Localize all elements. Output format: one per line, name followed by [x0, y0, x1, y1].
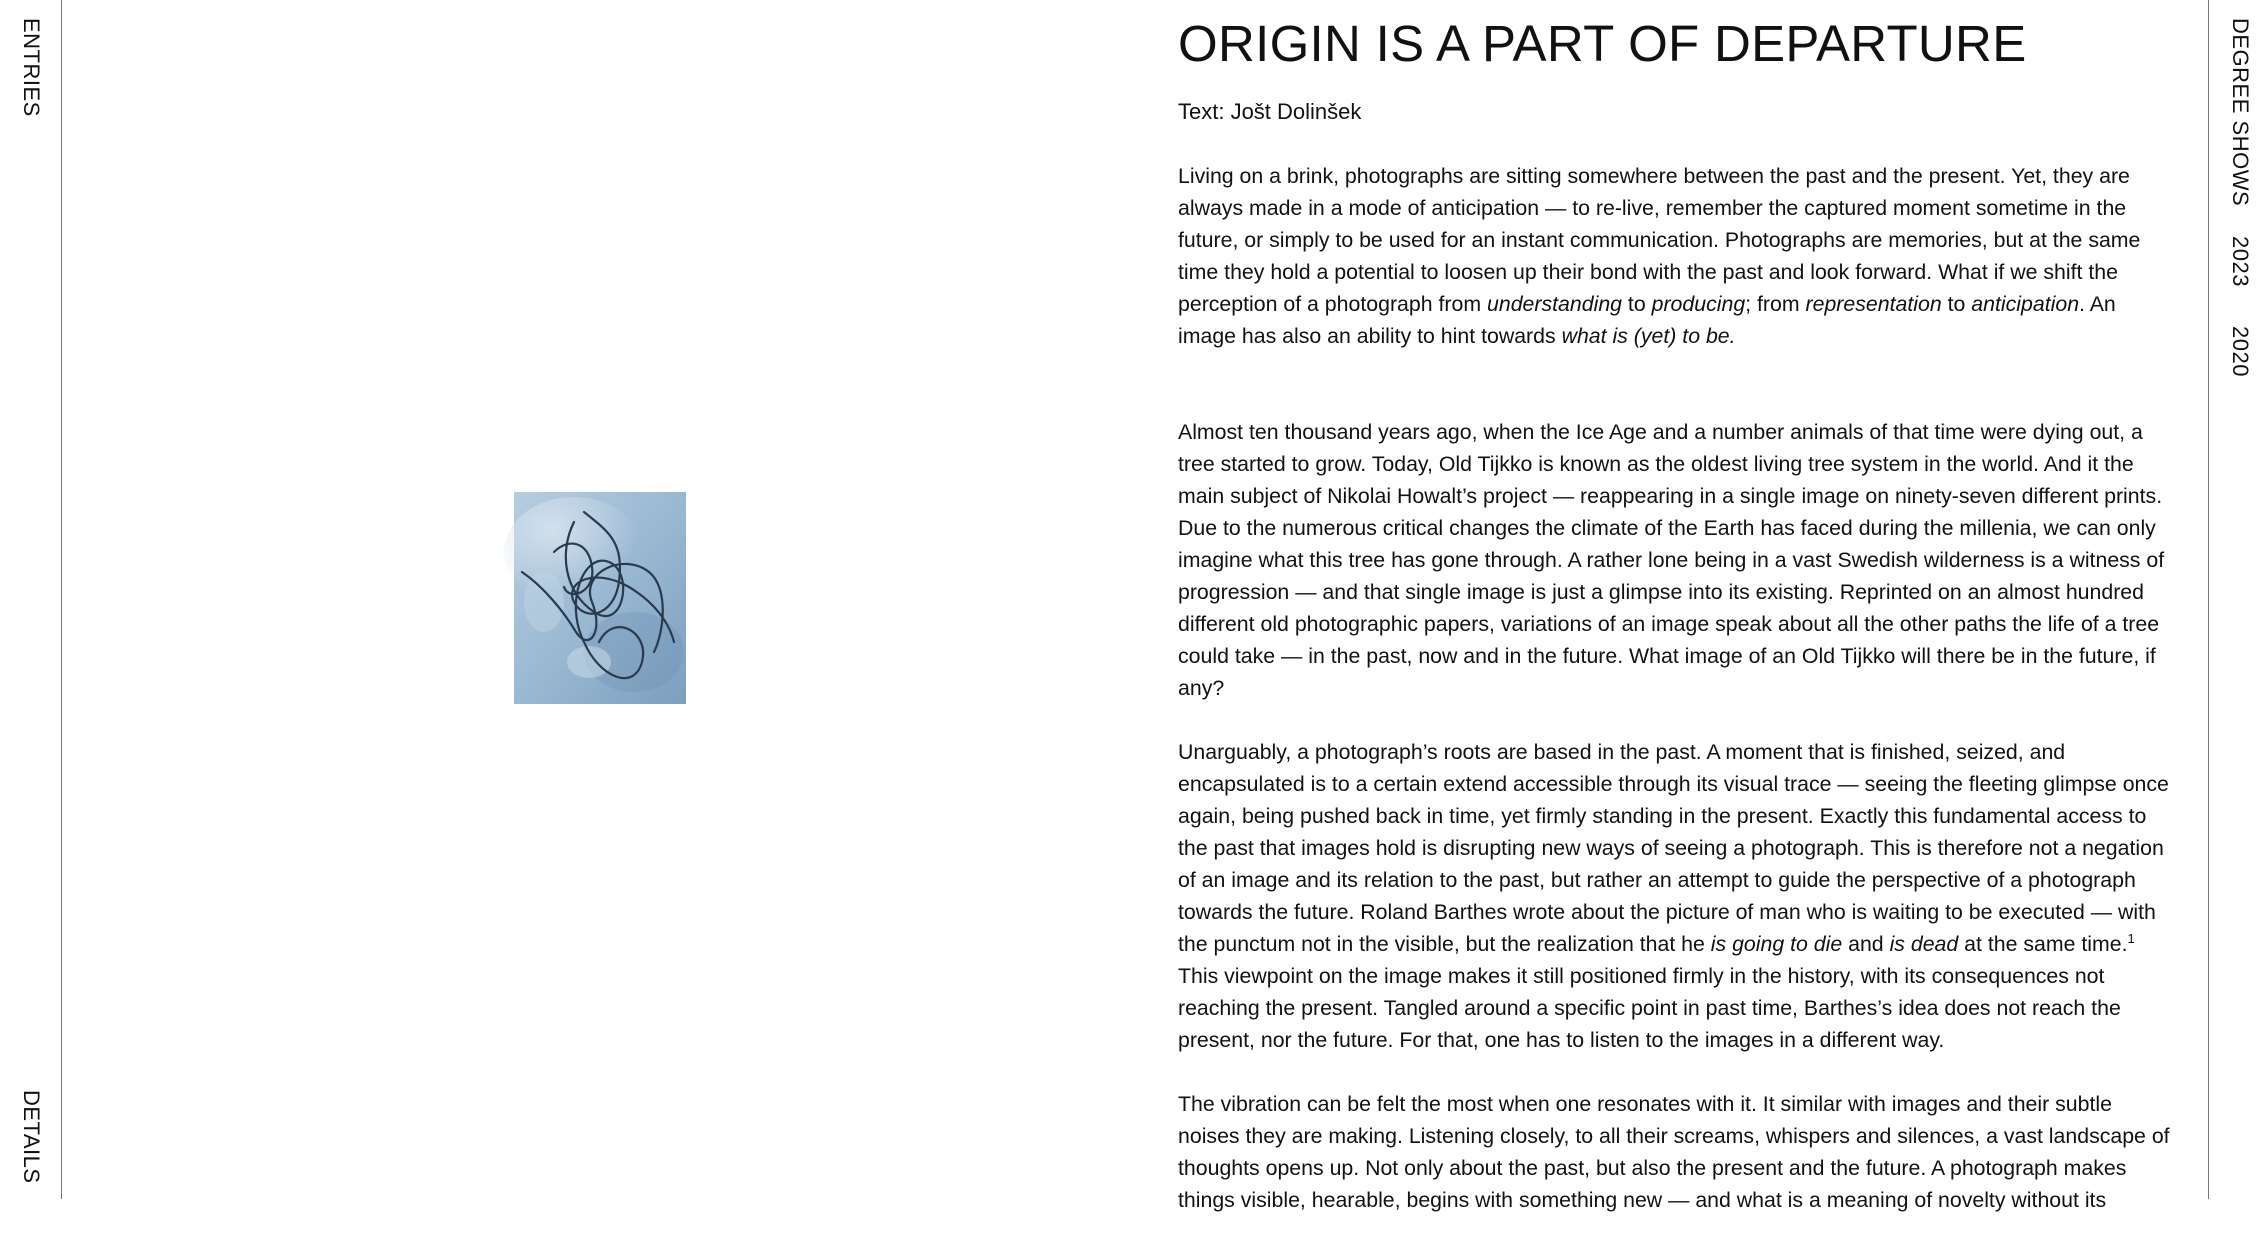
right-nav-rail	[2208, 0, 2266, 1199]
nav-details-link[interactable]: DETAILS	[19, 1090, 44, 1184]
nav-entries-link[interactable]: ENTRIES	[19, 18, 44, 117]
thumbnail-photo	[514, 492, 686, 704]
left-nav-rail	[0, 0, 62, 1199]
nav-year-2023-link[interactable]: 2023	[2228, 236, 2253, 287]
article-paragraph-3: Unarguably, a photograph’s roots are based in the past. A moment that is finished, seized, and encapsulated is to a certain extend accessible through its visual trace — seeing the fleeting glimpse once again, being pushed back in time, yet firmly standing in the present. Exactly this fundamental access to the past that images hold is disrupting new ways of seeing a photograph. This is therefore not a negation of an image and its relation to the past, but rather an attempt to guide the perspective of a photograph towards the future. Roland Barthes wrote about the picture of man who is waiting to be executed — with the punctum not in the visible, but the realization that he is going to die and is dead at the same time.$^1$ This viewpoint on the image makes it still positioned firmly in the history, with its consequences not reaching the present. Tangled around a specific point in past time, Barthes’s idea does not reach the present, nor the future. For that, one has to listen to the images in a different way.	[1178, 740, 2169, 1052]
article-paragraph-4: The vibration can be felt the most when one resonates with it. It similar with images and their subtle noises they are making. Listening closely, to all their screams, whispers and silences, a vast landscape of thoughts opens up. Not only about the past, but also the present and the future. A photograph makes things visible, hearable, begins with something new — and what is a meaning of novelty without its	[1178, 1092, 2170, 1212]
article-byline: Text: Jošt Dolinšek	[1178, 99, 1362, 124]
footnote-marker[interactable]: 1	[2127, 931, 2135, 946]
article-title: ORIGIN IS A PART OF DEPARTURE	[1178, 15, 2027, 72]
article	[1178, 14, 2178, 1248]
nav-year-2020-link[interactable]: 2020	[2228, 326, 2253, 377]
nav-degree-shows-link[interactable]: DEGREE SHOWS	[2228, 18, 2253, 207]
entry-thumbnail-image[interactable]	[514, 492, 686, 704]
article-paragraph-2: Almost ten thousand years ago, when the Ice Age and a number animals of that time were dying out, a tree started to grow. Today, Old Tijkko is known as the oldest living tree system in the world. And it the main subject of Nikolai Howalt’s project — reappearing in a single image on ninety-seven different prints. Due to the numerous critical changes the climate of the Earth has faced during the millenia, we can only imagine what this tree has gone through. A rather lone being in a vast Swedish wilderness is a witness of progression — and that single image is just a glimpse into its existing. Reprinted on an almost hundred different old photographic papers, variations of an image speak about all the other paths the life of a tree could take — in the past, now and in the future. What image of an Old Tijkko will there be in the future, if any?	[1178, 420, 2165, 700]
article-paragraph-1: Living on a brink, photographs are sitting somewhere between the past and the present. Yet, they are always made in a mode of anticipation — to re-live, remember the captured moment sometime in the future, or simply to be used for an instant communication. Photographs are memories, but at the same time they hold a potential to loosen up their bond with the past and look forward. What if we shift the perception of a photograph from understanding to producing; from representation to anticipation. An image has also an ability to hint towards what is (yet) to be.	[1178, 164, 2141, 348]
